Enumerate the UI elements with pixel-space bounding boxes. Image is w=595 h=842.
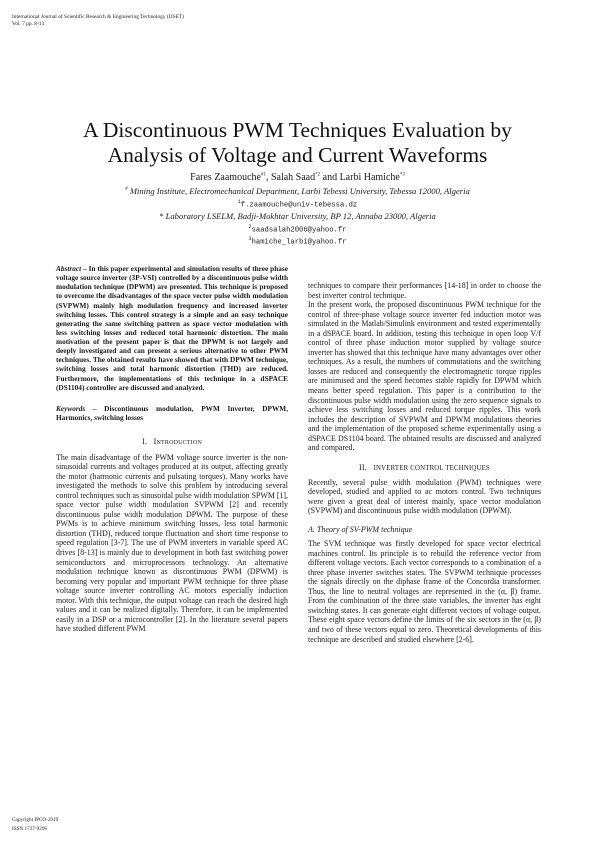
email-2-text[interactable]: saadsalah2006@yahoo.fr (251, 226, 347, 235)
email-3-mark: 3 (248, 236, 252, 242)
section-heading-introduction (56, 437, 288, 447)
affiliation-2 (0, 211, 595, 221)
author-2: Salah Saad (270, 172, 316, 183)
section-heading-inverter-control (308, 463, 541, 474)
author-list (0, 172, 595, 183)
copyright: Copyright IPCO-2019 (12, 817, 59, 823)
author-2-mark: *2 (315, 172, 321, 178)
author-1: Fares Zaamouche (190, 172, 261, 183)
abstract-text: – In this paper experimental and simulation results of three phase voltage source inverter (3P-VSI) controlled by a discontinuous pulse width modulation technique (DPWM) are presented. This technique is proposed to overcome the disadvantages of the space vector pulse width modulation (SVPWM) mainly high modulation frequency and increased inverter switching losses. This control strategy is a simple and an easy technique generating the same switching pattern as space vector modulation with less switching losses and reduced total harmonic distortion. The main motivation of the present paper is that the DPWM is not largely and deeply investigated and can present a serious alternative to other PWM techniques. The obtained results have showed that with DPWM technique, switching losses and total harmonic distortion (THD) are reduced. Furthermore, the implementations of this technique in a dSPACE (DS1104) controller are discussed and analyzed. (56, 264, 288, 392)
affiliation-1-mark: # (125, 187, 128, 193)
introduction-text: The main disadvantage of the PWM voltage source inverter is the non-sinusoidal currents and voltages produced at its output, affecting greatly the motor (harmonic currents and pulsating torques). Many works have investigated the methods to solve this problem by introducing several control techniques such as sinusoidal pulse width modulation SPWM [1], space vector pulse width modulation SVPWM [2] and recently discontinuous pulse width modulation DPWM. The purpose of these PWMs is to achieve minimum switching losses, less total harmonic distortion (THD), reduced torque fluctuation and short time response to speed regulation [3-7]. The use of PWM inverters in variable speed AC drives [8-13] is mainly due to development in both fast switching power semiconductors and microprocessors technology. An alternative modulation technique known as discontinuous PWM (DPWM) is becoming very popular and important PWM technique for three phase voltage source inverter controlling AC motors especially induction motor. With this technique, the output voltage can reach the desired high values and it can be realized digitally. Therefore, it can be implemented easily in a DSP or a microcontroller [2]. In the literature several papers have studied different PWM (56, 452, 288, 634)
right-column (308, 281, 541, 644)
section-title: Introduction (153, 436, 203, 446)
volume-pages: Vol. 7 pp. 8-13 (12, 21, 45, 27)
email-2-mark: 2 (248, 224, 252, 230)
affiliation-2-text: Laboratory LSELM, Badji-Mokhtar University, BP 12, Annaba 23000, Algeria (165, 211, 436, 221)
author-3: Larbi Hamiche (339, 172, 400, 183)
author-separator: , (265, 172, 271, 183)
section-number: I. (141, 436, 148, 446)
affiliation-1-text: Mining Institute, Electromechanical Department, Larbi Tebessi University, Tebessa 12000, Algeria (129, 186, 470, 196)
email-1 (0, 199, 595, 209)
affiliation-1 (0, 186, 595, 196)
subsection-a-text: The SVM technique was firstly developed for space vector electrical machines control. Its principle is to rebuild the reference vector from different voltage vectors. Each vector corresponds to a combination of a three phase inverter switches states. The SVPWM technique processes the signals directly on the diphase frame of the Concordia transformer. Thus, the line to neutral voltages are represented in the (α, β) frame. From the combination of the three state variables, the inverter has eight switching states. It can generate eight different vectors of voltage output. These eight space vectors define the limits of the six sectors in the (α, β) and two of these vectors equal to zero. Theoretical developments of this technique are described and studied elsewhere [2-6]. (308, 539, 541, 644)
title-line-1: A Discontinuous PWM Techniques Evaluation by (83, 118, 512, 142)
subsection-heading-sv-pwm: A. Theory of SV-PWM technique (308, 525, 413, 535)
author-1-mark: #1 (260, 172, 266, 178)
section-number: II. (359, 462, 367, 472)
email-3-text[interactable]: hamiche_larbi@yahoo.fr (251, 238, 347, 247)
email-1-mark: 1 (237, 199, 241, 205)
affiliation-2-mark: * (159, 211, 164, 221)
abstract-label: Abstract (56, 264, 82, 273)
keywords-text: – Discontinuous modulation, PWM Inverter, DPWM, Harmonics, switching losses (56, 403, 288, 423)
introduction-continued: techniques to compare their performances [14-18] in order to choose the best inverter control technique. (308, 281, 541, 300)
left-column (56, 264, 288, 634)
keywords-label: Keywords (56, 403, 86, 413)
abstract (56, 264, 288, 392)
email-2 (0, 224, 595, 234)
section-title: INVERTER CONTROL TECHNIQUES (373, 464, 490, 472)
keywords (56, 404, 288, 423)
section-2-text: Recently, several pulse width modulation (PWM) techniques were developed, studied and applied to ac motors control. Two techniques were given a great deal of interest mainly, space vector modulation (SVPWM) and discontinuous pulse width modulation (DPWM). (308, 477, 541, 516)
author-3-mark: *3 (399, 172, 405, 178)
email-1-text[interactable]: f.zaamouche@univ-tebessa.dz (240, 201, 358, 210)
introduction-paragraph-2: In the present work, the proposed discontinuous PWM technique for the control of three-phase voltage source inverter fed induction motor was simulated in the Matlab/Simulink environment and tested experimentally in a dSPACE board. In addition, testing this technique in open loop V/f control of three phase induction motor supplied by voltage source inverter has showed that this technique have many advantages over other techniques. As a result, the numbers of commutations and the switching losses are reduced and consequently the electromagnetic torque ripples are minimised and the speed becomes stable rapidly for DPWM which means better speed regulation. This paper is a contribution to the discontinuous pulse width modulation using the zero sequence signals to achieve less switching losses and reduced torque ripples. This work includes the description of SVPWM and DPWM modulations theories and the implementation of the proposed scheme experimentally using a dSPACE DS1104 board. The obtained results are discussed and analyzed and compared. (308, 300, 541, 453)
author-separator: and (320, 172, 340, 183)
paper-title (0, 118, 595, 168)
issn: ISSN 1737-9296 (12, 826, 48, 832)
title-line-2: Analysis of Voltage and Current Waveforms (107, 143, 488, 167)
email-3 (0, 236, 595, 246)
journal-header: International Journal of Scientific Research & Engineering Technology (IJSET) (12, 14, 184, 20)
